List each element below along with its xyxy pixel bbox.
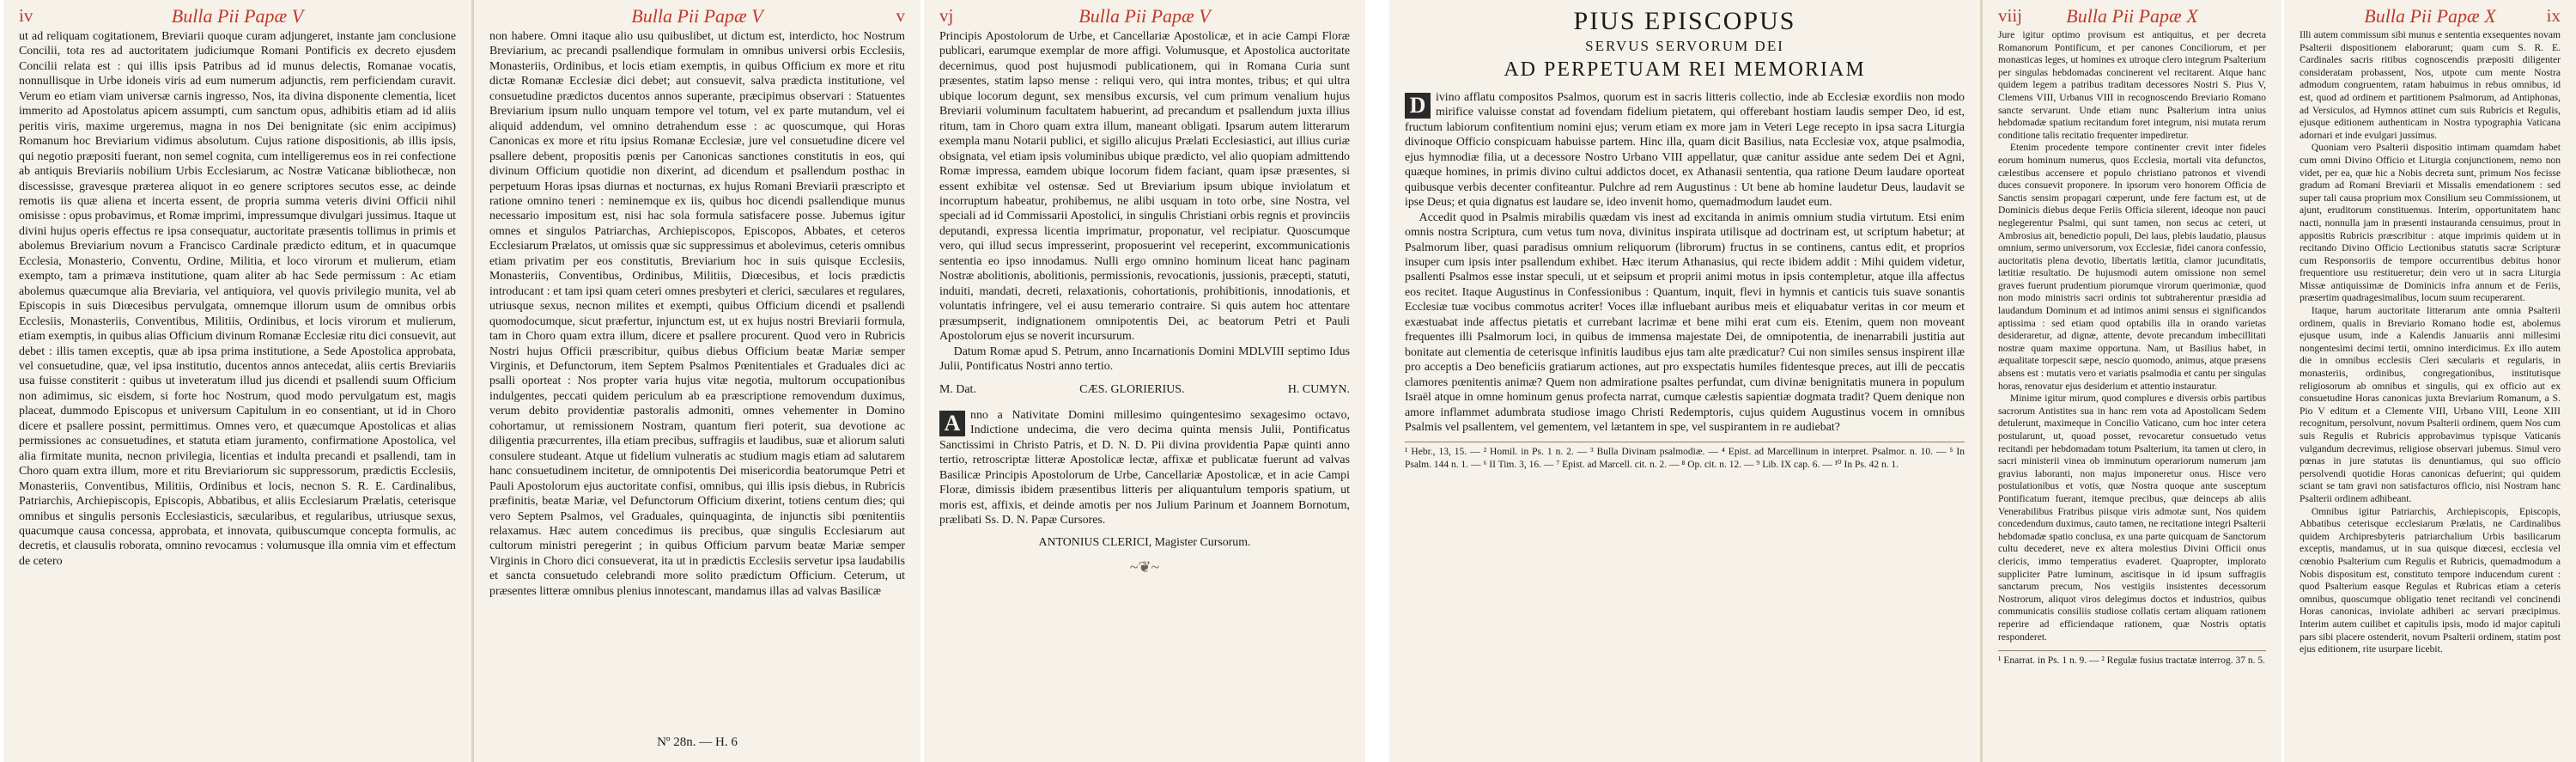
page-body [2300, 29, 2561, 656]
running-header [1998, 3, 2266, 29]
signatures [939, 382, 1350, 397]
paragraph: Illi autem commissum sibi munus e sententia exsequentes novam Psalterii dispositionem elaborarunt; quam cum S. R. E. Cardinales sacris ritibus cognoscendis præpositi diligenter consideratam probassent, Nos, utpote cum mente Nostra admodum congruentem, ratam habuimus in rebus omnibus, id est, quod ad ordinem et partitionem Psalmorum, ad Antiphonas, ad Versiculos, ad Hymnos attinet cum suis Rubricis et Regulis, ejusque editionem authenticam in Nostra typographia Vaticana adornari et inde evulgari jussimus. [2300, 29, 2561, 141]
drop-cap: D [1405, 93, 1431, 119]
page-viij [1983, 0, 2281, 762]
paragraph: ut ad reliquam cogitationem, Breviarii quoque curam adjungeret, instante jam conclusione Concilii, tota res ad auctoritatem judiciumque Romani Pontificis ex decreto ejusdem Concilii relata est : qui illis ipsis Patribus ad id munus delectis, Romanae vocatis, nonnullisque in Urbe idoneis viris ad eum numerum adjunctis, rem perficiendam curavit. Verum eo etiam viam universæ carnis ingresso, Nos, ita divina disponente clementia, licet immerito ad Apostolatus apicem assumpti, cum sanctum opus, adhibitis etiam ad id aliis peritis viris, maxime urgeremus, magna in nos Dei benignitate (sic enim accipimus) Romanum hoc Breviarium vidimus absolutum. Cujus ratione dispositionis, ab illis ipsis, qui negotio præpositi fuerant, non semel cognita, cum intelligeremus eos in rei confectione ab antiquis Breviariis nobilium Urbis Ecclesiarum, ac Nostræ Vaticanæ bibliothecæ, non discessisse, gravesque præterea aliquot in eo genere scriptores secutos esse, ac deinde remotis iis quæ aliena et incerta essent, de propria summa veteris divini Officii nihil omisisse : opus probavimus, et Romæ imprimi, impressumque divulgari jussimus. Itaque ut divini hujus operis effectus re ipsa consequatur, auctoritate præsentis tollimus in primis et abolemus Breviarium novum a Francisco Cardinale prædicto editum, et in quacumque Ecclesia, Monasterio, Conventu, Ordine, Militia, et loco virorum et mulierum, etiam exempto, tam a primæva institutione, quam aliter ab hac Sede permissum : Ac etiam abolemus quæcumque alia Breviaria, vel antiquiora, vel quovis privilegio munita, vel ab Episcopis in suis Diœcesibus pervulgata, omnemque illorum usum de omnibus orbis Ecclesiis, Monasteriis, Conventibus, Militiis, Ordinibus, et locis virorum et mulierum, etiam exemptis, in quibus alias Officium divinum Romanæ Ecclesiæ ritu dici consuevit, aut debet : illis tamen exceptis, quæ ab ipsa prima institutione, a Sede Apostolica approbata, vel consuetudine, quæ, vel ipsa institutio, ducentos annos antecedat, aliis certis Breviariis usa fuisse constiterit : quibus ut inveteratum illud jus dicendi et psallendi suum Officium non adimimus, sic eisdem, si forte hoc Nostrum, quod modo pervulgatum est, magis placeat, dummodo Episcopus et universum Capitulum in eo consentiant, ut id in Choro dicere et psallere possint, permittimus. Omnes vero, et quæcumque Apostolicas et alias permissiones ac consuetudines, et statuta etiam juramento, confirmatione Apostolica, vel alia firmitate munita, necnon privilegia, licentias et indulta precandi et psallendi, tam in Choro quam extra illum, more et ritu Breviariorum sic suppressorum, prædictis Ecclesiis, Monasteriis, Conventibus, Militiis, Ordinibus et locis, necnon S. R. E. Cardinalibus, Patriarchis, Archiepiscopis, Episcopis, Abbatibus, et aliis Ecclesiarum Prælatis, ceterisque omnibus et singulis personis Ecclesiasticis, sæcularibus, et regularibus, utriusque sexus, quacumque causa concessa, approbata, et innovata, quibuscumque concepta formulis, ac decretis, et clausulis roborata, omnino revocamus : volumusque illa omnia vim et effectum de cetero [19, 30, 456, 568]
signature-mark: Nº 28n. — H. 6 [657, 735, 738, 749]
page-ix [2284, 0, 2576, 762]
paragraph-text: ivino afflatu compositos Psalmos, quorum est in sacris litteris collectio, inde ab Ecclesiæ exordiis non modo mirifice valuisse constat ad fovendam fidelium pietatem, qui offerebant hostiam laudis semper Deo, id est, fructum labiorum confitentium nomini ejus; verum etiam ex more jam in Veteri Lege recepto in ipsa sacra Liturgia divinoque Officio conspicuam habuisse partem. Hinc illa, quam dicit Basilius, nata Ecclesiæ vox, atque psalmodia, ejus hymnodiæ filia, ut a decessore Nostro Urbano VIII appellatur, quæ canitur assidue ante sedem Dei et Agni, quæque homines, in primis divino cultui addictos docet, ex Athanasii sententia, qua ratione Deum laudare oporteat quibusque verbis decenter confiteantur. Pulchre ad rem Augustinus : Ut bene ab homine laudetur Deus, laudavit se ipse Deus; et quia dignatus est laudare se, ideo invenit homo, quemadmodum laudet eum. [1405, 91, 1965, 210]
dating-clause: Datum Romæ apud S. Petrum, anno Incarnationis Domini MDLVIII septimo Idus Julii, Pontificatus Nostri anno tertio. [939, 344, 1350, 373]
paragraph: Quoniam vero Psalterii dispositio intimam quamdam habet cum omni Divino Officio et Liturgia conjunctionem, nemo non videt, per ea, quæ hic a Nobis decreta sunt, primum Nos fecisse gradum ad Romani Breviarii et Missalis emendationem : sed super tali causa proprium mox Consilium seu Commissionem, ut ajunt, eruditorum constituemus. Interim, opportunitatem hanc nacti, nonnulla jam in præsenti instauranda censuimus, prout in appositis Rubricis præscribitur : atque imprimis quidem ut in recitando Divino Officio Lectionibus statutis sacræ Scripturæ cum Responsoriis de tempore occurrentibus debitus honor frequentiore usu restitueretur; dein vero ut in sacra Liturgia Missæ antiquissimæ de Dominicis infra annum et de Feriis, præsertim quadragesimalibus, locum suum recuperarent. [2300, 142, 2561, 304]
page-body [489, 29, 905, 599]
running-title: Bulla Pii Papæ V [631, 5, 763, 27]
running-title: Bulla Pii Papæ V [171, 5, 304, 27]
page-vj [924, 0, 1365, 762]
page-body [1405, 90, 1965, 472]
running-header [2300, 3, 2561, 29]
page-number: vj [939, 5, 954, 26]
paragraph: Itaque, harum auctoritate litterarum ante omnia Psalterii ordinem, qualis in Breviario Romano hodie est, abolemus ejusque usum, inde a Kalendis Januariis anni millesimi nongentesimi decimi tertii, omnino interdicimus. Ex illo autem die in omnibus ecclesiis Cleri sæcularis et regularis, in monasteriis, ordinibus, congregationibus, institutisque religiosorum ab omnibus et singulis, qui ex officio aut ex consuetudine Horas canonicas juxta Breviarium Romanum, a S. Pio V editum et a Clemente VIII, Urbano VIII, Leone XIII recognitum, persolvunt, novum Psalterii ordinem, quem Nos cum suis Regulis et Rubricis approbavimus typisque Vaticanis vulgandum decrevimus, religiose observari jubemus. Simul vero pœnas in jure statutas iis denuntiamus, qui suo officio persolvendi quotidie Horas canonicas defuerint; qui quidem sciant se tam gravi non satisfacturos officio, nisi Nostram hanc Psalterii ordinem adhibeant. [2300, 305, 2561, 504]
signature-right: H. CUMYN. [1287, 383, 1350, 397]
page-number: ix [2546, 5, 2561, 26]
page-body [19, 29, 456, 569]
cursor-signature: ANTONIUS CLERICI, Magister Cursorum. [1038, 535, 1251, 549]
page-iv [3, 0, 471, 762]
paragraph: non habere. Omni itaque alio usu quibuslibet, ut dictum est, interdicto, hoc Nostrum Breviarium, ac precandi psallendique formulam in omnibus universi orbis Ecclesiis, Monasteriis, Ordinibus, et locis etiam exemptis, in quibus Officium ex more et ritu dictæ Romanæ Ecclesiæ dici debet; aut consuevit, salva prædicta institutione, vel consuetudine prædictos ducentos annos superante, præcipimus observari : Statuentes Breviarium ipsum nullo unquam tempore vel totum, vel ex parte mutandum, vel ei aliquid addendum, vel omnino detrahendum esse : ac quoscumque, qui Horas Canonicas ex more et ritu ipsius Romanæ Ecclesiæ, jure vel consuetudine dicere vel psallere debent, propositis pœnis per Canonicas sanctiones constitutis in eos, qui divinum Officium quotidie non dixerint, ad dicendum et psallendum posthac in perpetuum Horas ipsas diurnas et nocturnas, ex hujus Romani Breviarii præscripto et ratione omnino teneri : neminemque ex iis, quibus hoc dicendi psallendique munus necessario impositum est, nisi hac sola formula satisfacere posse. Jubemus igitur omnes et singulos Patriarchas, Archiepiscopos, Episcopos, Abbates, et ceteros Ecclesiarum Prælatos, ut omissis quæ sic suppressimus et abolevimus, ceteris omnibus etiam privatim per eos constitutis, Breviarium hoc in suis quisque Ecclesiis, Monasteriis, Conventibus, Ordinibus, Militiis, Diœcesibus, et locis prædictis introducant : et tam ipsi quam ceteri omnes presbyteri et clerici, sæculares et regulares, utriusque sexus, necnon milites et exempti, quibus Officium dicendi et psallendi quomodocumque, sicut præfertur, injunctum est, ut ex hujus nostri Breviarii formula, tam in Choro quam extra illum, dicere et psallere procurent. Quod vero in Rubricis Nostri hujus Officii præscribitur, quibus diebus Officium beatæ Mariæ semper Virginis, et Defunctorum, item Septem Psalmos Pœnitentiales et Graduales dici ac psalli oporteat : Nos propter varia hujus vitæ negotia, multorum occupationibus indulgentes, peccati quidem periculum ab ea præscriptione removendum duximus, verum debito providentiæ pastoralis admoniti, omnes vehementer in Domino cohortamur, ut remissionem Nostram, quantum fieri poterit, sua devotione ac diligentia præcurrentes, illa etiam precibus, suffragiis et laudibus, suæ et aliorum saluti consulere studeant. Atque ut fidelium vulneratis ac studium magis etiam ad salutarem hanc consuetudinem incitetur, de omnipotentis Dei misericordia beatorumque Petri et Pauli Apostolorum ejus auctoritate confisi, omnibus, qui illis ipsis diebus, in Rubricis præfinitis, beatæ Mariæ, vel Defunctorum Officium dixerint, totiens centum dies; qui vero Septem Psalmos, vel Graduales, quinquaginta, de injunctis sibi pœnitentiis relaxamus. Hæc autem concedimus iis precibus, quæ singulis Ecclesiarum aut cultorum ministri peregerint ; in quibus Officium parvum beatæ Mariæ semper Virginis in Choro dici consueverat, ita ut in prædictis Ecclesiis servetur ipsa laudabilis et sancta consuetudo celebrandi more solito prædictum Officium. Ceterum, ut præsentes litteræ omnibus plenius innotescant, mandamus illas ad valvas Basilicæ [489, 30, 905, 598]
page-number: viij [1998, 5, 2023, 26]
bull-title: PIUS EPISCOPUS [1573, 7, 1796, 35]
fleuron-ornament: ~❦~ [1129, 558, 1160, 576]
page-pius-x-bull [1389, 0, 1980, 762]
running-header [489, 3, 905, 29]
running-title: Bulla Pii Papæ X [2364, 5, 2496, 27]
scan-gap [1365, 0, 1389, 762]
footnotes: ¹ Hebr., 13, 15. — ² Homil. in Ps. 1 n. 2. — ³ Bulla Divinam psalmodiæ. — ⁴ Epist. ad Marcellinum in interpret. Psalmor. n. 10. — ⁵ In Psalm. 144 n. 1. — ⁶ II Tim. 3, 16. — ⁷ Epist. ad Marcell. cit. n. 2. — ⁸ Op. cit. n. 12. — ⁹ Lib. IX cap. 6. — ¹⁰ In Ps. 42 n. 1. [1405, 442, 1965, 472]
page-v [474, 0, 920, 762]
page-body [939, 29, 1350, 575]
footnotes: ¹ Enarrat. in Ps. 1 n. 9. — ² Regulæ fusius tractatæ interrog. 37 n. 5. [1998, 650, 2266, 668]
running-title: Bulla Pii Papæ V [1078, 5, 1211, 27]
signature-left: M. Dat. [939, 383, 976, 397]
publication-note: nno a Nativitate Domini millesimo quingentesimo sexagesimo octavo, Indictione undecima, die vero decima quinta mensis Julii, Pontificatus Sanctissimi in Christo Patris, et D. N. D. Pii divina providentia Papæ quinti anno tertio, retroscriptæ litteræ Apostolicæ lectæ, affixæ et publicatæ fuerunt ad valvas Basilicæ Principis Apostolorum de Urbe, Cancellariæ Apostolicæ, et in acie Campi Floræ, dimissis ibidem præsentibus litteris per aliquantulum temporis spatium, ut moris est, affixis, et deinde amotis per nos Julium Parinum et Joannem Bornotum, prælibati Ss. D. N. Papæ Cursores. [939, 408, 1350, 527]
paragraph: Accedit quod in Psalmis mirabilis quædam vis inest ad excitanda in animis omnium studia virtutum. Etsi enim omnis nostra Scriptura, cum vetus tum nova, divinitus inspirata utilisque ad doctrinam est, ut scriptum habetur; at Psalmorum liber, quasi paradisus omnium reliquorum (librorum) fructus in se continens, cantus edit, et proprios insuper cum ipsis inter psallendum exhibet. Hæc iterum Athanasius, qui recte ibidem addit : Mihi quidem videtur, psallenti Psalmos esse instar speculi, ut et seipsum et proprii animi motus in ipsis contempletur, atque illa affectus eos recitet. Itaque Augustinus in Confessionibus : Quantum, inquit, flevi in hymnis et canticis tuis suave sonantis Ecclesiæ tuæ vocibus commotus acriter! Voces illæ influebant auribus meis et eliquabatur veritas in cor meum et exæstuabat inde affectus pietatis et currebant lacrimæ et bene mihi erat cum eis. Etenim, quem non moveant frequentes illi Psalmorum loci, in quibus de immensa majestate Dei, de omnipotentia, de inenarrabili justitia aut bonitate aut clementia de ceterisque infinitis laudibus ejus tam alte prædicatur? Cui non similes sensus inspirent illæ pro acceptis a Deo beneficiis gratiarum actiones, aut pro exspectatis humiles fidentesque preces, aut illi de peccatis clamores pœnitentis animæ? Quem non admiratione psaltes perfundat, cum divinæ benignitatis munera in populum Israël atque in omne hominum genus profecta narrat, cumque cælestis sapientiæ dogmata tradit? Quem denique non amore inflammet adumbrata studiose imago Christi Redemptoris, cujus quidem Augustinus vocem in omnibus Psalmis vel psallentem, vel gementem, vel lætantem in spe, vel suspirantem in re audiebat? [1405, 210, 1965, 434]
paragraph [1405, 90, 1965, 210]
bull-heading: AD PERPETUAM REI MEMORIAM [1504, 58, 1866, 81]
running-header [939, 3, 1350, 29]
page-body [1998, 29, 2266, 668]
paragraph: Principis Apostolorum de Urbe, et Cancellariæ Apostolicæ, et in acie Campi Floræ publicari, earumque exemplar de more affigi. Volumusque, et Apostolica auctoritate decernimus, quod post hujusmodi publicationem, qui in Romana Curia sunt præsentes, statim lapso mense : reliqui vero, qui intra montes, tribus; et qui ultra ubique locorum degunt, sex mensibus excursis, vel cum primum venalium hujus Breviarii voluminum facultatem habuerint, ad precandum et psallendum juxta illius ritum, tam in Choro quam extra illum, maneant obligati. Ipsarum autem litterarum exempla manu Notarii publici, et sigillo alicujus Prælati Ecclesiastici, aut illius curiæ obsignata, vel etiam ipsis voluminibus ubique prædicto, vel alio quopiam admittendo Romæ impressa, eamdem ubique locorum fidem faciant, quam ipsæ præsentes, si essent exhibitæ vel ostensæ. Sed ut Breviarium ipsum ubique inviolatum et incorruptum habeatur, prohibemus, ne alibi usquam in toto orbe, sine Nostra, vel speciali ad id Commissarii Apostolici, in singulis Christiani orbis regnis et provinciis deputandi, expressa licentia imprimatur, proponatur, vel recipiatur. Quoscumque vero, qui illud secus impresserint, proposuerint vel receperint, excommunicationis sententia eo ipso innodamus. Nulli ergo omnino hominum liceat hanc paginam Nostræ abolitionis, abolitionis, permissionis, revocationis, jussionis, præcepti, statuti, induiti, mandati, decreti, relaxationis, cohortationis, prohibitionis, innodationis, et voluntatis infringere, vel ei ausu temerario contraire. Si quis autem hoc attentare præsumpserit, indignationem omnipotentis Dei, ac beatorum Petri et Pauli Apostolorum ejus se noverit incursurum. [939, 30, 1350, 344]
running-header [19, 3, 456, 29]
running-title: Bulla Pii Papæ X [2066, 5, 2198, 27]
page-number: iv [19, 5, 33, 26]
paragraph: Omnibus igitur Patriarchis, Archiepiscopis, Episcopis, Abbatibus ceterisque ecclesiarum Prælatis, ne Cardinalibus quidem Archipresbyteris patriarchalium Urbis basilicarum exceptis, mandamus, ut in sua quisque diœcesi, ecclesia vel cœnobio Psalterium cum Regulis et Rubricis, quemadmodum a Nobis dispositum est, constituto tempore inducendum curent : quod Psalterium easque Regulas et Rubricas etiam a ceteris omnibus, quoscumque obligatio tenet recitandi vel concinendi Horas canonicas, inviolate adhiberi ac servari præcipimus. Interim autem cuilibet et capitulis ipsis, modo id major capituli pars sibi placere ostenderit, novum Psalterii ordinem, statim post ejus editionem, rite usurpare licebit. [2300, 505, 2561, 655]
bull-subtitle: SERVUS SERVORUM DEI [1585, 38, 1784, 54]
drop-cap: A [939, 411, 965, 436]
paragraph: Jure igitur optimo provisum est antiquitus, et per decreta Romanorum Pontificum, et per canones Conciliorum, et per monasticas leges, ut homines ex utroque clero integrum Psalterium per singulas hebdomadas concinerent vel recitarent. Atque hanc quidem legem a patribus traditam decessores Nostri S. Pius V, Clemens VIII, Urbanus VIII in recognoscendo Breviario Romano sancte servarunt. Unde etiam nunc Psalterium intra unius hebdomadæ spatium recitandum foret integrum, nisi mutata rerum conditione talis recitatio frequenter impediretur. [1998, 29, 2266, 141]
paragraph: Etenim procedente tempore continenter crevit inter fideles eorum hominum numerus, quos Ecclesia, mortali vita defunctos, cælestibus accensere et populo christiano patronos et vivendi duces consuevit proponere. In ipsorum vero honorem Officia de Sanctis sensim propagari cœperunt, unde fere factum est, ut de Dominicis diebus deque Feriis Officia silerent, ideoque non pauci neglegerentur Psalmi, qui sunt tamen, non secus ac ceteri, ut Ambrosius ait, benedictio populi, Dei laus, plebis laudatio, plausus omnium, sermo universorum, vox Ecclesiæ, fidei canora confessio, auctoritatis plena devotio, libertatis lætitia, clamor jucunditatis, lætitiæ resultatio. De hujusmodi autem omissione non semel graves fuerunt prudentium piorumque virorum querimoniæ, quod non modo ministris sacri ordinis tot subtraherentur præsidia ad laudandum Dominum et ad intimos animi sensus ei significandos aptissima : sed etiam quod optabilis illa in orando varietas desideraretur, ad dignæ, attente, devote precandum imbecillitati nostræ quam maxime opportuna. Nam, ut Basilius habet, in æqualitate torpescit sæpe, nescio quomodo, animus, atque præsens absens est : mutatis vero et variatis psalmodia et cantu per singulas horas, renovatur ejus desiderium et attentio instauratur. [1998, 142, 2266, 392]
page-number: v [896, 5, 905, 26]
paragraph: Minime igitur mirum, quod complures e diversis orbis partibus sacrorum Antistites sua in hanc rem vota ad Apostolicam Sedem detulerunt, maximeque in Concilio Vaticano, cum hoc inter cetera postularunt, ut, quoad posset, revocaretur consuetudo vetus recitandi per hebdomadam totum Psalterium, ita tamen ut clero, in sacri ministerii vinea ob imminutum operariorum numerum jam gravius laboranti, non majus imponeretur onus. Hisce vero postulationibus et votis, quæ Nostra quoque ante susceptum Pontificatum fuerant, itemque precibus, quæ deinceps ab aliis Venerabilibus Fratribus piisque viris admotæ sunt, Nos quidem concedendum duximus, cauto tamen, ne recitatione integri Psalterii hebdomadæ spatio conclusa, ex una parte quicquam de Sanctorum cultu decederet, neve ex altera molestius Divini Officii onus clericis, immo temperatius evaderet. Quapropter, implorato suppliciter Patre luminum, ascitisque in id ipsum suffragiis sanctarum precum, Nos vestigiis insistentes decessorum Nostrorum, aliquot viros delegimus doctos et industrios, quibus communicatis consiliis studiose collatis certam aliquam rationem reperire ad efficiendaque rationem, quæ Nostris optatis responderet. [1998, 393, 2266, 643]
signature-middle: CÆS. GLORIERIUS. [1079, 383, 1185, 397]
